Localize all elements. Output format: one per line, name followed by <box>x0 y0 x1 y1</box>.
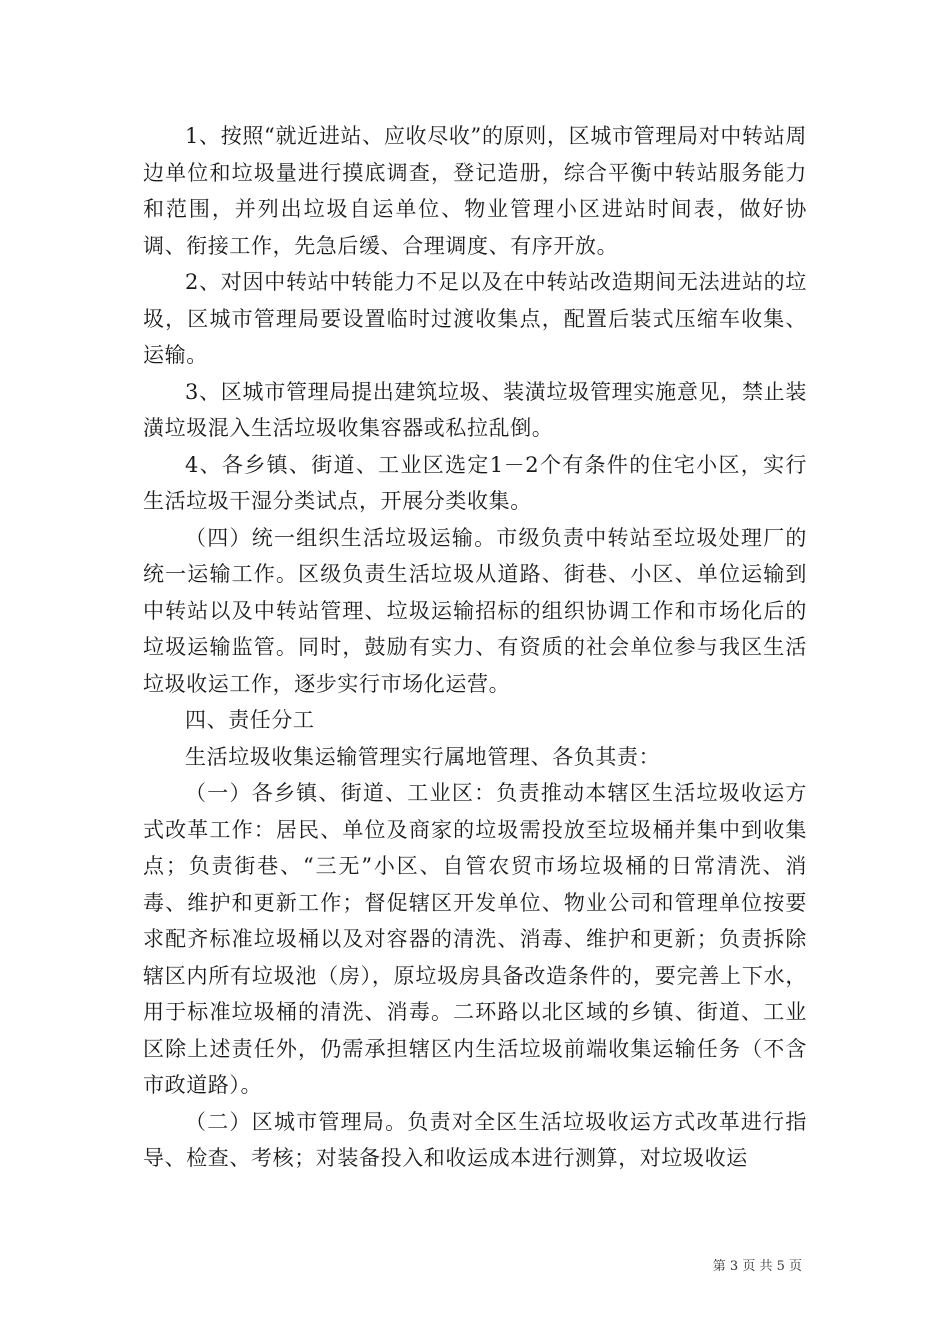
paragraph-item-4: 4、各乡镇、街道、工业区选定1－2个有条件的住宅小区，实行生活垃圾干湿分类试点，开展分类收集。 <box>143 452 807 513</box>
paragraph-item-2: 2、对因中转站中转能力不足以及在中转站改造期间无法进站的垃圾，区城市管理局要设置临时过渡收集点，配置后装式压缩车收集、运输。 <box>143 270 807 367</box>
paragraph-item-3: 3、区城市管理局提出建筑垃圾、装潢垃圾管理实施意见，禁止装潢垃圾混入生活垃圾收集容器或私拉乱倒。 <box>143 379 807 440</box>
paragraph-section-4: （四）统一组织生活垃圾运输。市级负责中转站至垃圾处理厂的统一运输工作。区级负责生活垃圾从道路、街巷、小区、单位运输到中转站以及中转站管理、垃圾运输招标的组织协调工作和市场化后的垃圾运输监管。同时，鼓励有实力、有资质的社会单位参与我区生活垃圾收运工作，逐步实行市场化运营。 <box>143 525 807 696</box>
page-number-footer: 第 3 页 共 5 页 <box>712 1259 802 1274</box>
section-heading-responsibility: 四、责任分工 <box>185 708 315 732</box>
paragraph-intro: 生活垃圾收集运输管理实行属地管理、各负其责： <box>185 744 661 769</box>
paragraph-subsection-1: （一）各乡镇、街道、工业区：负责推动本辖区生活垃圾收运方式改革工作：居民、单位及商家的垃圾需投放至垃圾桶并集中到收集点；负责街巷、“三无”小区、自管农贸市场垃圾桶的日常清洗、消毒、维护和更新工作；督促辖区开发单位、物业公司和管理单位按要求配齐标准垃圾桶以及对容器的清洗、消毒、维护和更新；负责拆除辖区内所有垃圾池（房），原垃圾房具备改造条件的，要完善上下水，用于标准垃圾桶的清洗、消毒。二环路以北区域的乡镇、街道、工业区除上述责任外，仍需承担辖区内生活垃圾前端收集运输任务（不含市政道路）。 <box>143 781 807 1097</box>
paragraph-subsection-2: （二）区城市管理局。负责对全区生活垃圾收运方式改革进行指导、检查、考核；对装备投入和收运成本进行测算，对垃圾收运 <box>143 1109 807 1170</box>
paragraph-item-1: 1、按照“就近进站、应收尽收”的原则，区城市管理局对中转站周边单位和垃圾量进行摸底调查，登记造册，综合平衡中转站服务能力和范围，并列出垃圾自运单位、物业管理小区进站时间表，做好协调、衔接工作，先急后缓、合理调度、有序开放。 <box>143 124 807 258</box>
document-body <box>143 118 807 1177</box>
